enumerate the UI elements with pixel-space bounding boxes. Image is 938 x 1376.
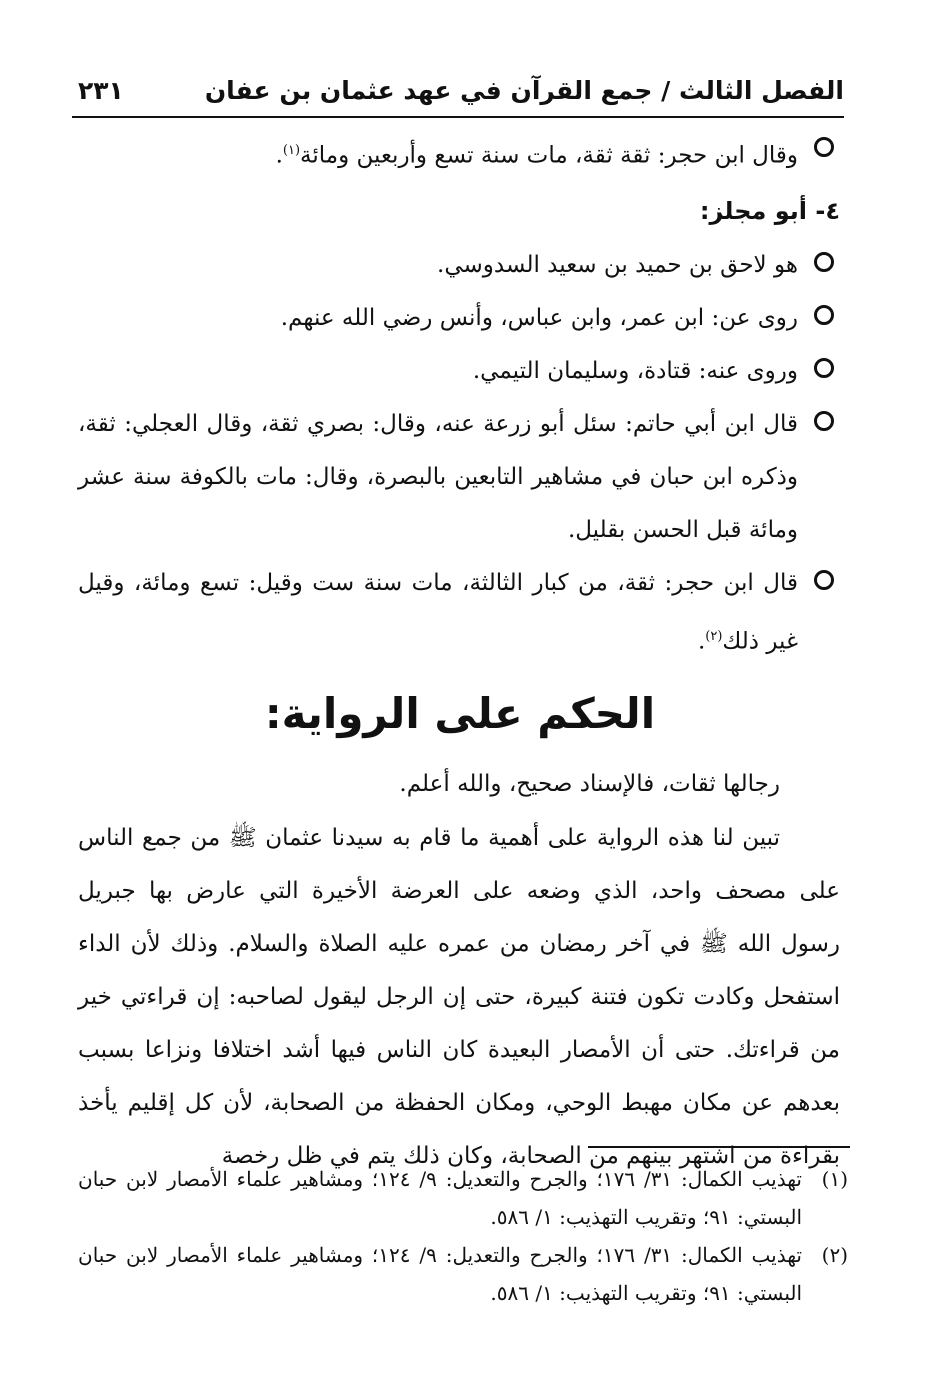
- footnote-number: (١): [821, 1167, 848, 1191]
- bullet-item: قال ابن حجر: ثقة، من كبار الثالثة، مات سنة ست وقيل: تسع ومائة، وقيل غير ذلك$^{(٢)}$.: [78, 557, 842, 669]
- page-number: ٢٣١: [78, 76, 124, 105]
- body-paragraph: تبين لنا هذه الرواية على أهمية ما قام به سيدنا عثمان ﷺ من جمع الناس على مصحف واحد، الذي وضعه على العرضة الأخيرة التي عارض بها جبريل رسول الله ﷺ في آخر رمضان من عمره عليه الصلاة والسلام. وذلك لأن الداء استفحل وكادت تكون فتنة كبيرة، حتى إن الرجل ليقول لصاحبه: إن قراءتي خير من قراءتك. حتى أن الأمصار البعيدة كان الناس فيها أشد اختلافا ونزاعا بسبب بعدهم عن مكان مهبط الوحي، ومكان الحفظة من الصحابة، لأن كل إقليم يأخذ بقراءة من اشتهر بينهم من الصحابة، وكان ذلك يتم في ظل رخصة: [78, 825, 840, 1170]
- footnote-text: تهذيب الكمال: ٣١/ ١٧٦؛ والجرح والتعديل: ٩/ ١٢٤؛ ومشاهير علماء الأمصار لابن حبان البستي: ٩١؛ وتقريب التهذيب: ١/ ٥٨٦.: [78, 1243, 802, 1305]
- footnote-ref: (١): [282, 143, 301, 158]
- footnote-ref: (٢): [705, 628, 723, 644]
- footnote: [78, 1236, 848, 1312]
- bullet-text: وروى عنه: قتادة، وسليمان التيمي.: [472, 357, 798, 384]
- section-heading: الحكم على الرواية:: [264, 689, 656, 739]
- bullet-item: [78, 239, 842, 292]
- bullet-text: قال ابن أبي حاتم: سئل أبو زرعة عنه، وقال: بصري ثقة، وقال العجلي: ثقة، وذكره ابن حبان في مشاهير التابعين بالبصرة، وقال: مات بالكوفة سنة عشر ومائة قبل الحسن بقليل.: [78, 410, 798, 543]
- verdict-text: رجالها ثقات، فالإسناد صحيح، والله أعلم.: [399, 771, 780, 798]
- circle-bullet-icon: [814, 305, 834, 325]
- footnote-divider: [588, 1146, 850, 1148]
- circle-bullet-icon: [814, 137, 834, 157]
- main-text: [78, 124, 842, 1183]
- footnote-number: (٢): [821, 1243, 848, 1267]
- bullet-item: وقال ابن حجر: ثقة ثقة، مات سنة تسع وأربعين ومائة$^{(١)}$.: [78, 124, 842, 183]
- bullet-text: روى عن: ابن عمر، وابن عباس، وأنس رضي الله عنهم.: [280, 304, 798, 331]
- circle-bullet-icon: [814, 358, 834, 378]
- footnotes: [78, 1160, 848, 1312]
- bullet-item: [78, 398, 842, 557]
- bullet-text: قال ابن حجر: ثقة، من كبار الثالثة، مات سنة ست وقيل: تسع ومائة، وقيل غير ذلك: [78, 569, 798, 655]
- circle-bullet-icon: [814, 570, 834, 590]
- page-header: [72, 72, 844, 118]
- bullet-item: [78, 292, 842, 345]
- bullet-item: [78, 345, 842, 398]
- running-title: الفصل الثالث / جمع القرآن في عهد عثمان بن عفان: [204, 76, 844, 105]
- bullet-text: وقال ابن حجر: ثقة ثقة، مات سنة تسع وأربعين ومائة: [300, 142, 798, 169]
- narrator-heading: ٤- أبو مجلز:: [699, 196, 840, 225]
- footnote-text: تهذيب الكمال: ٣١/ ١٧٦؛ والجرح والتعديل: ٩/ ١٢٤؛ ومشاهير علماء الأمصار لابن حبان البستي: ٩١؛ وتقريب التهذيب: ١/ ٥٨٦.: [78, 1167, 802, 1229]
- bullet-text: هو لاحق بن حميد بن سعيد السدوسي.: [437, 251, 798, 278]
- footnote: [78, 1160, 848, 1236]
- circle-bullet-icon: [814, 411, 834, 431]
- circle-bullet-icon: [814, 252, 834, 272]
